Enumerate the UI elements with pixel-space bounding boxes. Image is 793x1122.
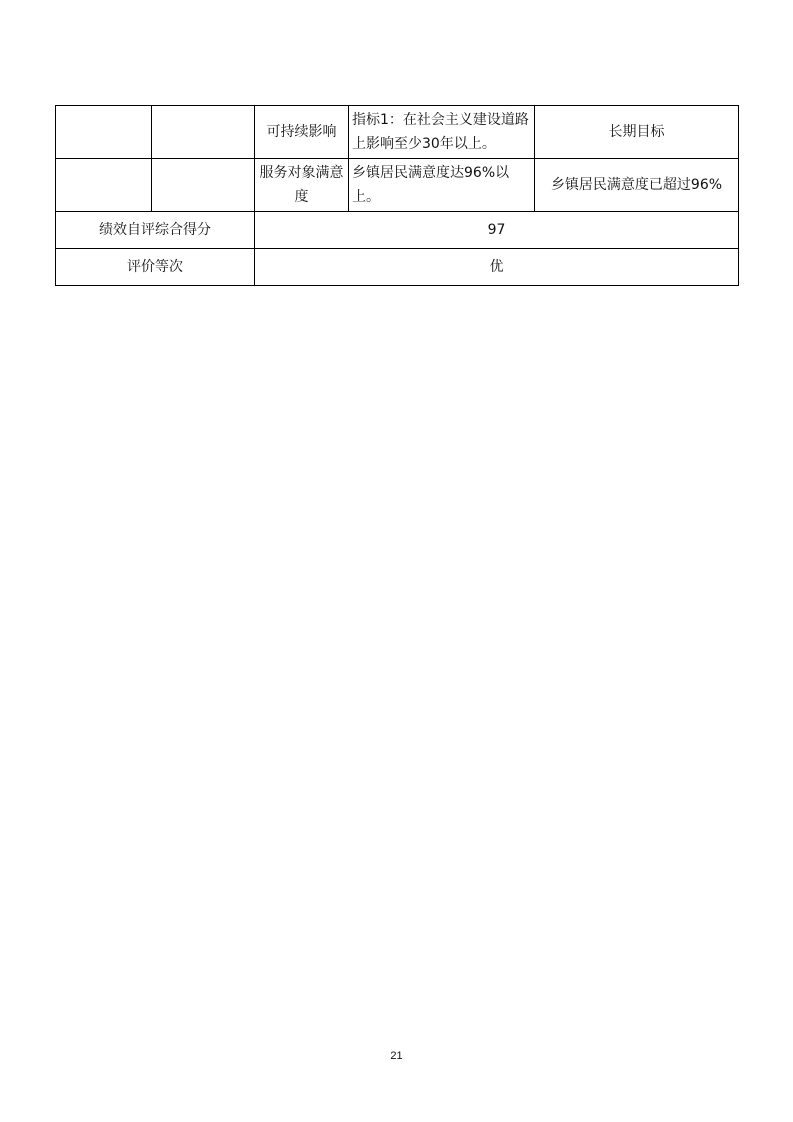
performance-table (55, 105, 739, 286)
table-cell-blank (152, 159, 255, 212)
table-cell-blank (56, 106, 152, 159)
table-row (56, 159, 739, 212)
target-value-cell: 乡镇居民满意度达96%以上。 (349, 159, 535, 212)
score-label: 绩效自评综合得分 (56, 212, 255, 249)
score-value: 97 (255, 212, 739, 249)
target-value-cell: 指标1：在社会主义建设道路上影响至少30年以上。 (349, 106, 535, 159)
grade-value: 优 (255, 249, 739, 286)
table-row (56, 106, 739, 159)
indicator-name-cell: 可持续影响 (255, 106, 349, 159)
actual-value-cell: 乡镇居民满意度已超过96% (535, 159, 739, 212)
grade-row (56, 249, 739, 286)
table-cell-blank (56, 159, 152, 212)
grade-label: 评价等次 (56, 249, 255, 286)
indicator-name-cell: 服务对象满意度 (255, 159, 349, 212)
score-row (56, 212, 739, 249)
page-number: 21 (390, 1050, 403, 1062)
actual-value-cell: 长期目标 (535, 106, 739, 159)
table-cell-blank (152, 106, 255, 159)
